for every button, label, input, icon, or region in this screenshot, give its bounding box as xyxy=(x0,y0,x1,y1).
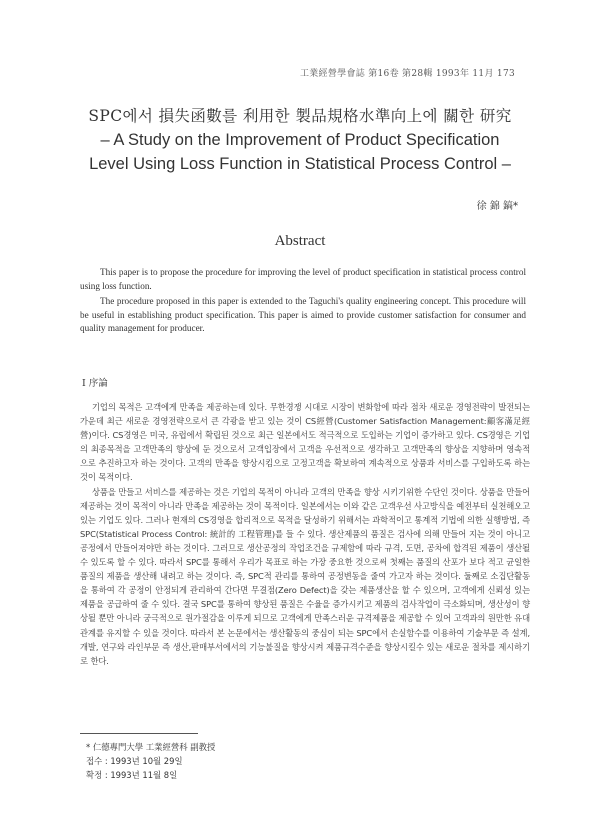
section-body xyxy=(80,400,530,668)
author: 徐 錦 鎬* xyxy=(476,201,518,212)
footnotes xyxy=(86,740,215,782)
abstract-paragraph: The procedure proposed in this paper is extended to the Taguchi's quality engineering concept. This procedure will be useful in establishing product specification. This paper is aimed to provide customer satisfaction for consumer and quality management for producer. xyxy=(80,296,526,334)
running-head: 工業經營學會誌 第16卷 第28輯 1993年 11月 173 xyxy=(299,69,515,79)
title-english-line1: – A Study on the Improvement of Product Specification xyxy=(100,131,500,149)
footnote-accepted: 확정 : 1993년 11월 8일 xyxy=(86,770,178,780)
abstract-heading: Abstract xyxy=(274,233,326,249)
abstract-body xyxy=(80,266,526,336)
title-english-line2: Level Using Loss Function in Statistical Process Control – xyxy=(89,155,511,173)
body-paragraph: 상품을 만들고 서비스를 제공하는 것은 기업의 목적이 아니라 고객의 만족을 향상 시키기위한 수단인 것이다. 상품을 만들어 제공하는 것이 목적이 아니라 만족을 제공하는 것이 목적이다. 일본에서는 이와 같은 고객우선 사고방식을 예전부터 실천해오고 있는 기업도 있다. 그러나 현재의 CS경영을 합리적으로 목적을 달성하기 위해서는 과학적이고 통계적 기법에 의한 실행방법, 즉 SPC(Statistical Process Control: 統計的 工程管理)를 들 수 있다. 생산제품의 품질은 검사에 의해 만들어 지는 것이 아니고 공정에서 만들어져야만 하는 것이다. 그러므로 생산공정의 작업조건을 규제함에 따라 규격, 도면, 공차에 합격된 제품이 생산될 수 있도록 할 수 있다. 따라서 SPC를 통해서 우리가 목표로 하는 가장 중요한 것으로써 첫째는 품질의 산포가 보다 적고 균일한 품질의 제품을 생산해 내려고 하는 것이다. 즉, SPC적 관리를 통하여 공정변동을 줄여 가고자 하는 것이다. 둘째로 소집단활동을 통하여 각 공정이 안정되게 관리하여 간다면 무결점(Zero Defect)을 갖는 제품생산을 할 수 있으며, 고객에게 신뢰성 있는 제품을 공급하여 줄 수 있다. 결국 SPC를 통하여 향상된 품질은 수율을 증가시키고 제품의 검사작업이 극소화되며, 생산성이 향상될 뿐만 아니라 궁극적으로 원가절감을 이루게 되므로 고객에게 만족스러운 규격제품을 제공할 수 있어 고객과의 원만한 유대관계를 유지할 수 있을 것이다. 따라서 본 논문에서는 생산활동의 중심이 되는 SPC에서 손실함수를 이용하여 기술부문 즉 설계, 개발, 연구와 라인부문 즉 생산,판매부서에서의 기능불질을 향상시켜 제품규격수준을 향상시킬수 있는 새로운 절차를 제시하기로 한다. xyxy=(80,486,530,666)
footnote-affiliation: * 仁德專門大學 工業經營科 副教授 xyxy=(86,742,216,752)
body-paragraph: 기업의 목적은 고객에게 만족을 제공하는데 있다. 무한경쟁 시대로 시장이 변화함에 따라 점차 새로운 경영전략이 발전되는 가운데 최근 새로운 경영전략으로서 큰 각광을 받고 있는 것이 CS經營(Customer Satisfaction Management:顧客滿足經營)이다. CS경영은 미국, 유럽에서 확립된 것으로 최근 일본에서도 적극적으로 도입하는 기업이 증가하고 있다. CS경영은 기업의 최종목적을 고객만족의 향상에 둔 것으로서 고객입장에서 고객을 우선적으로 생각하고 고객만족의 향상을 지향하며 영속적으로 추진하고자 하는 것이다. 고객의 만족을 향상시킴으로 고정고객을 확보하여 계속적으로 상품과 서비스를 구입하도록 하는 것이 목적이다. xyxy=(80,402,530,483)
title-korean: SPC에서 損失函數를 利用한 製品規格水準向上에 關한 研究 xyxy=(88,107,512,125)
section-heading: Ⅰ 序論 xyxy=(82,378,108,389)
footnote-received: 접수 : 1993년 10월 29일 xyxy=(86,756,183,766)
footnote-divider xyxy=(80,733,198,734)
abstract-paragraph: This paper is to propose the procedure for improving the level of product specification in statistical process control using loss function. xyxy=(80,267,526,291)
